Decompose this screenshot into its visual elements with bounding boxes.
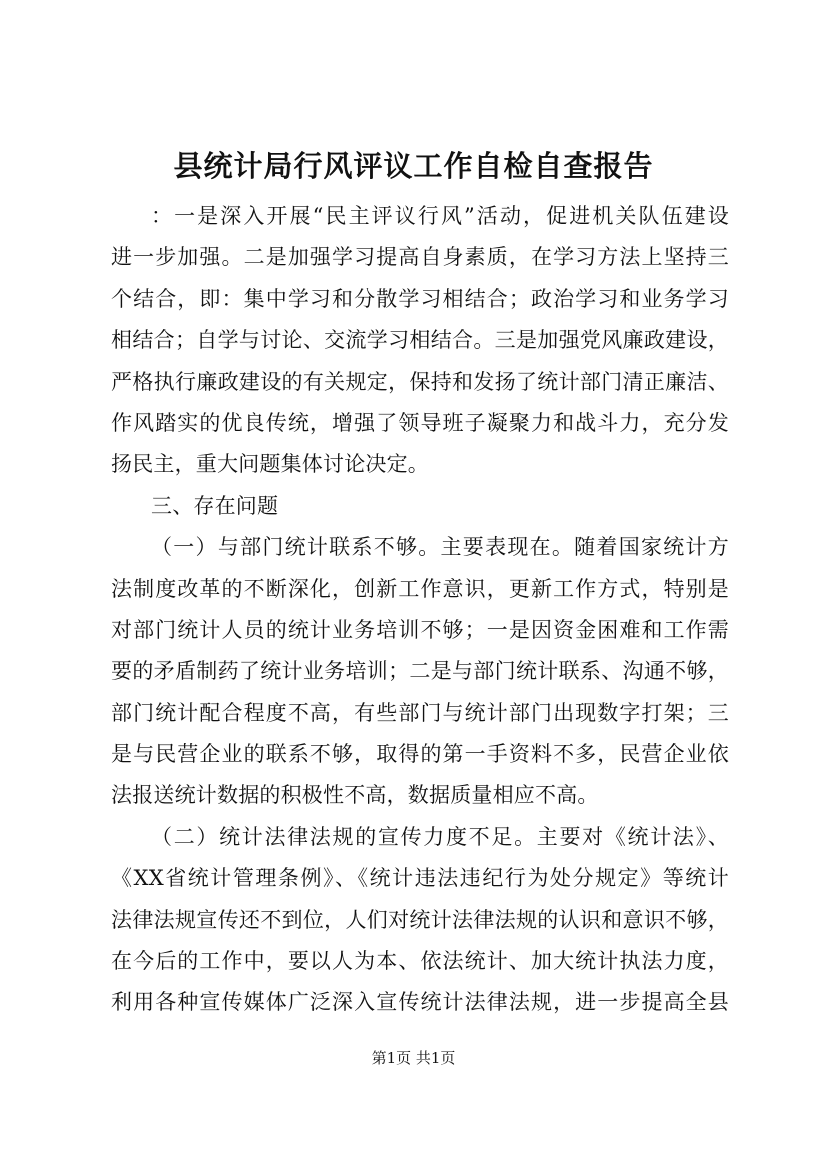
body-line: 在今后的工作中，要以人为本、依法统计、加大统计执法力度，: [111, 949, 729, 974]
body-line: 法律法规宣传还不到位，人们对统计法律法规的认识和意识不够，: [111, 907, 729, 932]
body-line: 法报送统计数据的积极性不高，数据质量相应不高。: [111, 783, 599, 808]
document-body: [111, 196, 729, 1024]
body-line: 要的矛盾制药了统计业务培训；二是与部门统计联系、沟通不够，: [111, 659, 729, 684]
body-line: （一）与部门统计联系不够。主要表现在。随着国家统计方: [151, 535, 729, 560]
body-line: 作风踏实的优良传统，增强了领导班子凝聚力和战斗力，充分发: [111, 410, 729, 435]
body-line: 《XX省统计管理条例》、《统计违法违纪行为处分规定》等统计: [111, 866, 729, 891]
section-heading: 三、存在问题: [151, 493, 279, 518]
body-line: （二）统计法律法规的宣传力度不足。主要对《统计法》、: [151, 824, 729, 849]
body-line: 法制度改革的不断深化，创新工作意识，更新工作方式，特别是: [111, 576, 729, 601]
body-line: ：一是深入开展“民主评议行风”活动，促进机关队伍建设: [151, 204, 729, 228]
page-footer: 第1页 共1页: [371, 1049, 456, 1067]
body-line: 个结合，即：集中学习和分散学习相结合；政治学习和业务学习: [111, 286, 729, 311]
body-line: 部门统计配合程度不高，有些部门与统计部门出现数字打架；三: [111, 700, 729, 725]
body-line: 利用各种宣传媒体广泛深入宣传统计法律法规，进一步提高全县: [111, 990, 729, 1015]
body-line: 相结合；自学与讨论、交流学习相结合。三是加强党风廉政建设，: [111, 328, 729, 353]
body-line: 是与民营企业的联系不够，取得的第一手资料不多，民营企业依: [111, 742, 729, 767]
document-title: 县统计局行风评议工作自检自查报告: [173, 149, 654, 183]
body-line: 对部门统计人员的统计业务培训不够；一是因资金困难和工作需: [111, 617, 729, 642]
body-line: 严格执行廉政建设的有关规定，保持和发扬了统计部门清正廉洁、: [111, 369, 729, 394]
body-line: 扬民主，重大问题集体讨论决定。: [111, 452, 429, 477]
body-line: 进一步加强。二是加强学习提高自身素质，在学习方法上坚持三: [111, 245, 729, 270]
